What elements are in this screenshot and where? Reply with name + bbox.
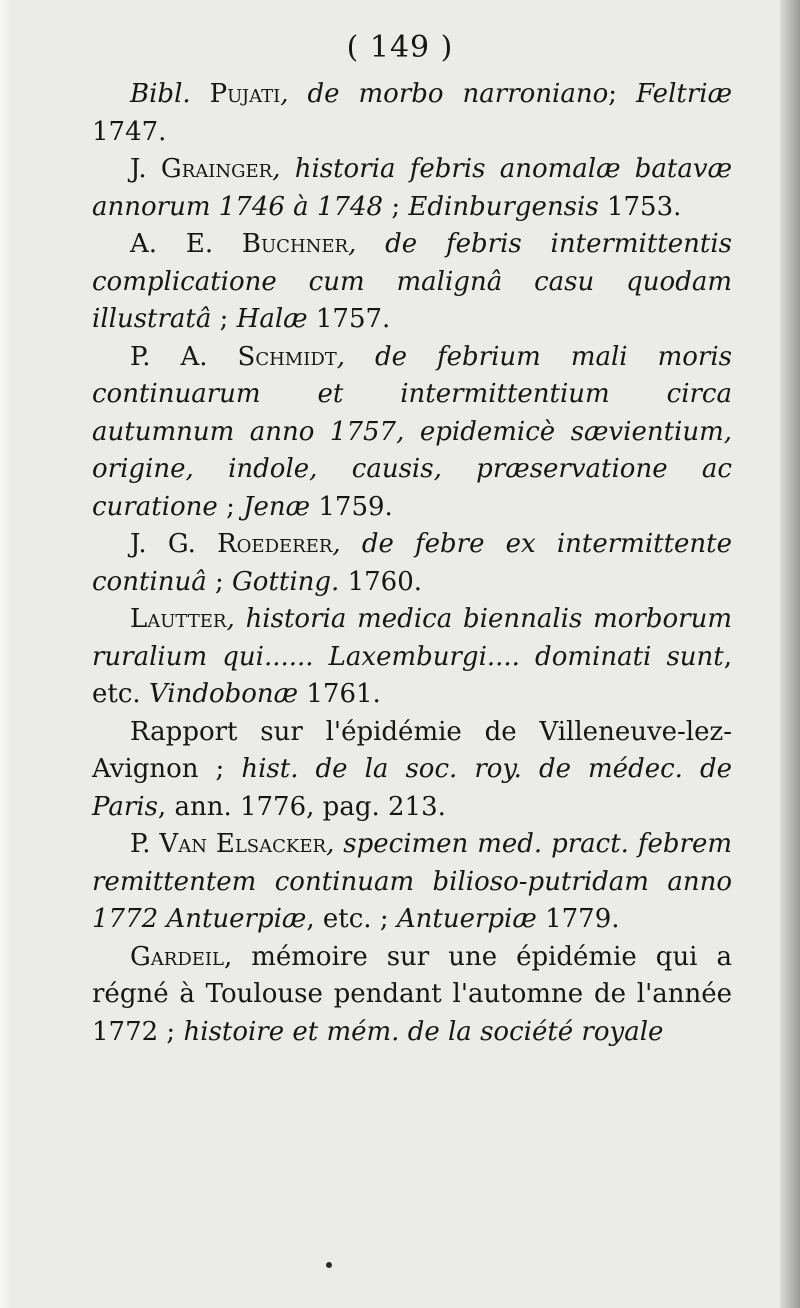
entry-lautter <box>92 601 732 714</box>
entry-title: hist. de la soc. roy. de médec. de Paris <box>92 754 732 822</box>
entry-year: 1753. <box>606 191 682 222</box>
entry-title: histoire et mém. de la société royale <box>183 1016 664 1047</box>
bibliography-list <box>92 76 732 1051</box>
entry-roederer <box>92 526 732 601</box>
entry-author: P. A. Schmidt <box>130 341 337 372</box>
entry-author: J. G. Roederer <box>130 529 333 559</box>
entry-separator: ; <box>214 566 224 597</box>
entry-year: 1760. <box>347 566 423 597</box>
entry-place: Gotting. <box>232 566 340 597</box>
entry-van-elsacker <box>92 826 732 939</box>
entry-title: , de febrium mali moris continuarum et intermittentium circa autumnum anno 1757, epidemicè sævientium, origine, indole, causis, præservatione ac curatione <box>92 341 732 522</box>
entry-buchner <box>92 226 732 339</box>
entry-title: , de febre ex intermittente continuâ <box>92 529 732 597</box>
entry-etc: , etc. ; <box>306 904 389 934</box>
entry-schmidt <box>92 339 732 527</box>
entry-title: , historia medica biennalis morborum ruralium qui...... Laxemburgi.... dominati sunt <box>92 604 732 672</box>
entry-pujati <box>92 76 732 151</box>
entry-prefix: Bibl. <box>130 79 191 109</box>
entry-text: Rapport sur l'épidémie de Villeneuve-lez-Avignon ; <box>92 716 732 784</box>
entry-grainger <box>92 151 732 226</box>
entry-place: Edinburgensis <box>408 191 599 222</box>
entry-year: 1761. <box>306 679 381 709</box>
entry-place: Antuerpiæ <box>396 904 537 934</box>
page-binding-shadow <box>780 0 800 1308</box>
entry-etc: , etc. <box>92 641 732 709</box>
entry-author: Gardeil <box>130 941 224 972</box>
entry-title: , de morbo narroniano <box>280 79 609 109</box>
entry-separator: ; <box>219 304 229 334</box>
entry-author: A. E. Buchner <box>130 229 349 259</box>
entry-rapport <box>92 714 732 827</box>
entry-place: Feltriæ <box>636 79 733 109</box>
entry-author: J. Grainger <box>130 154 273 184</box>
ink-dot <box>326 1262 332 1268</box>
entry-year: 1779. <box>545 904 620 934</box>
entry-place: Halæ <box>236 304 308 334</box>
entry-year: 1747. <box>92 116 167 147</box>
entry-separator: ; <box>608 79 618 109</box>
entry-author: Lautter <box>130 604 227 634</box>
entry-gardeil <box>92 939 732 1052</box>
entry-text: , mémoire sur une épidémie qui a régné à Toulouse pendant l'automne de l'année 1772 ; <box>92 941 732 1047</box>
entry-tail: , ann. 1776, pag. 213. <box>157 791 446 822</box>
entry-separator: ; <box>226 491 235 522</box>
page-left-edge <box>0 0 14 1308</box>
entry-separator: ; <box>391 191 401 222</box>
entry-place: Jenæ <box>243 491 311 522</box>
entry-year: 1759. <box>318 491 393 522</box>
entry-title: , specimen med. pract. febrem remittentem continuam bilioso-putridam anno 1772 Antuerpiæ <box>92 829 732 934</box>
entry-title: , historia febris anomalæ batavæ annorum 1746 à 1748 <box>92 154 733 222</box>
entry-author: Pujati <box>209 79 281 109</box>
entry-year: 1757. <box>315 304 391 334</box>
entry-title: , de febris intermittentis complicatione cum malignâ casu quodam illustratâ <box>92 229 732 334</box>
page-number: ( 149 ) <box>346 30 454 65</box>
entry-author: P. Van Elsacker <box>130 829 327 859</box>
entry-place: Vindobonæ <box>148 679 299 709</box>
